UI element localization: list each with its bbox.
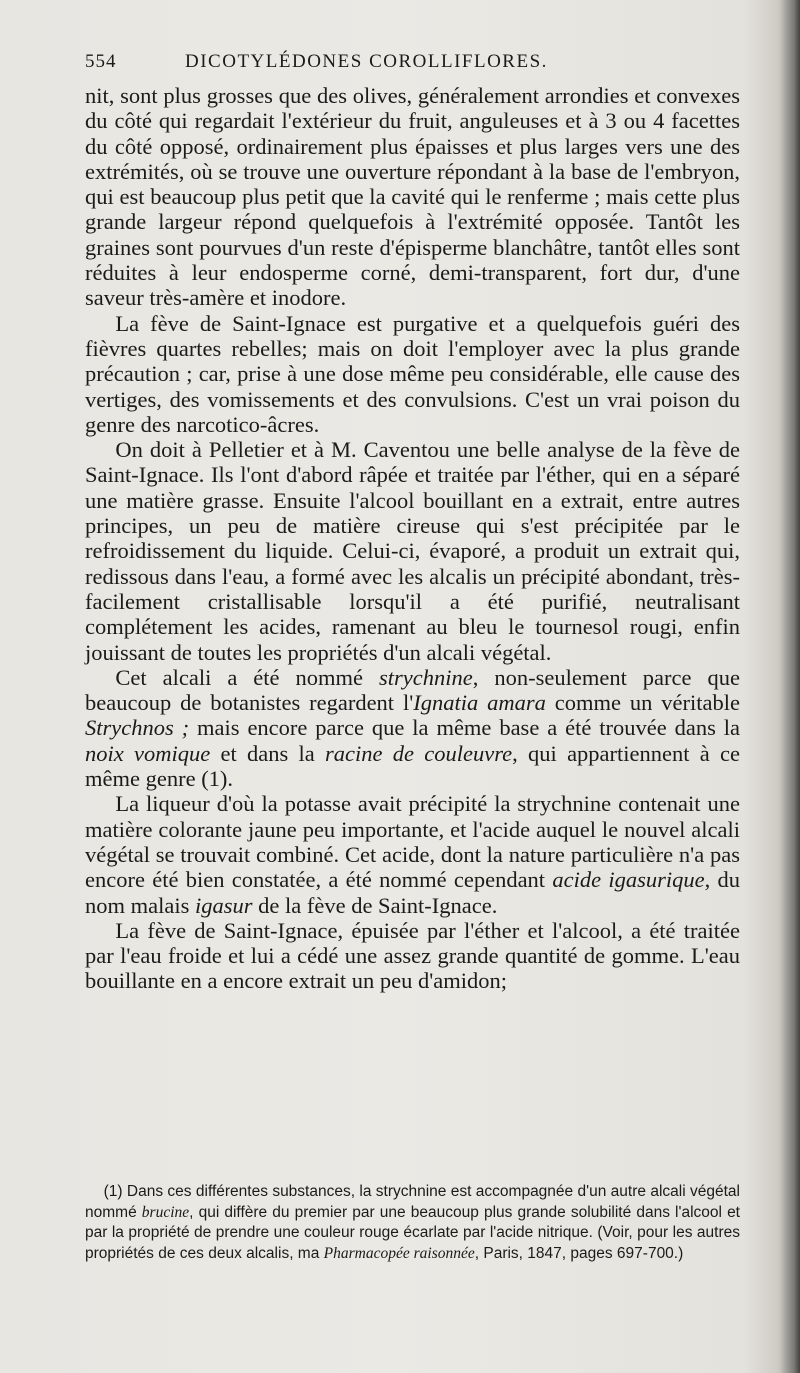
paragraph-chemical-analysis: On doit à Pelletier et à M. Caventou une belle analyse de la fève de Saint-Ignace. Ils l'ont d'abord râpée et traitée par l'éther, qui en a séparé une matière grasse. Ensuite l'alcool bouillant en a extrait, entre autres principes, un peu de matière cireuse qui s'est précipitée par le refroidissement du liquide. Celui-ci, évaporé, a produit un extrait qui, redissous dans l'eau, a formé avec les alcalis un précipité abondant, très-facilement cristallisable lorsqu'il a été purifié, neutralisant complétement les acides, ramenant au bleu le tournesol rougi, enfin jouissant de toutes les propriétés d'un alcali végétal.: [85, 437, 740, 665]
footnote: [85, 1182, 740, 1264]
paragraph-igasuric-acid: [85, 791, 740, 917]
text-run: mais encore parce que la même base a été trouvée dans la: [189, 715, 740, 741]
italic-term-strychnos: Strychnos ;: [85, 715, 190, 741]
italic-term-igasur: igasur: [194, 892, 253, 918]
italic-term-ignatia-amara: Ignatia amara: [413, 690, 546, 716]
italic-term-noix-vomique: noix vomique: [85, 740, 211, 766]
paragraph-medical-use: La fève de Saint-Ignace est purgative et a quelquefois guéri des fièvres quartes rebelles; mais on doit l'employer avec la plus grande précaution ; car, prise à une dose même peu considérable, elle cause des vertiges, des vomissements et des convulsions. C'est un vrai poison du genre des narcotico-âcres.: [85, 310, 740, 437]
paragraph-strychnine-naming: [85, 665, 740, 791]
italic-term-racine-de-couleuvre: racine de couleuvre: [325, 740, 513, 766]
text-run: , qui appartiennent à ce même genre (1).: [85, 740, 741, 792]
text-run: La liqueur d'où la potasse avait précipité la strychnine contenait une matière colorante jaune peu importante, et l'acide auquel le nouvel alcali végétal se trouvait combiné. Cet acide, dont la nature particulière n'a pas encore été bien constatée, a été nommé cependant: [85, 791, 740, 893]
paragraph-gum-starch: La fève de Saint-Ignace, épuisée par l'éther et l'alcool, a été traitée par l'eau froide et lui a cédé une assez grande quantité de gomme. L'eau bouillante en a encore extrait un peu d'amidon;: [85, 917, 740, 994]
text-run: , Paris, 1847, pages 697-700.): [474, 1244, 684, 1262]
text-run: , du nom malais: [85, 867, 740, 918]
text-run: , qui diffère du premier par une beaucoup plus grande solubilité dans l'alcool et par la propriété de prendre une couleur rouge écarlate par l'acide nitrique. (Voir, pour les autres propriétés de ces deux alcalis, ma: [85, 1203, 740, 1262]
text-run: Cet alcali a été nommé: [115, 664, 379, 690]
text-run: , non-seulement parce que beaucoup de botanistes regardent l': [85, 664, 740, 716]
page-header: [85, 48, 735, 78]
page-edge-shadow: [780, 0, 800, 1373]
text-run: de la fève de Saint-Ignace.: [252, 892, 498, 918]
italic-term-acide-igasurique: acide igasurique: [552, 867, 705, 893]
italic-title-pharmacopee: Pharmacopée raisonnée: [323, 1244, 475, 1262]
italic-term-brucine: brucine: [141, 1203, 190, 1221]
text-run: comme un véritable: [545, 690, 740, 716]
italic-term-strychnine: strychnine: [379, 664, 473, 690]
running-title: DICOTYLÉDONES COROLLIFLORES.: [185, 51, 548, 72]
text-run: et dans la: [210, 740, 326, 766]
paragraph-seed-description: nit, sont plus grosses que des olives, généralement arrondies et convexes du côté qui regardait l'extérieur du fruit, anguleuses et à 3 ou 4 facettes du côté opposé, ordinairement plus épaisses et plus larges vers une des extrémités, où se trouve une ouverture répondant à la base de l'embryon, qui est beaucoup plus petit que la cavité qui le renferme ; mais cette plus grande largeur répond quelquefois à l'extrémité opposée. Tantôt les graines sont pourvues d'un reste d'épisperme blanchâtre, tantôt elles sont réduites à leur endosperme corné, demi-transparent, fort dur, d'une saveur très-amère et inodore.: [85, 83, 740, 311]
text-run: (1) Dans ces différentes substances, la strychnine est accompagnée d'un autre alcali végétal nommé: [85, 1183, 740, 1221]
page-number: 554: [85, 51, 117, 72]
body-text: [85, 83, 740, 994]
